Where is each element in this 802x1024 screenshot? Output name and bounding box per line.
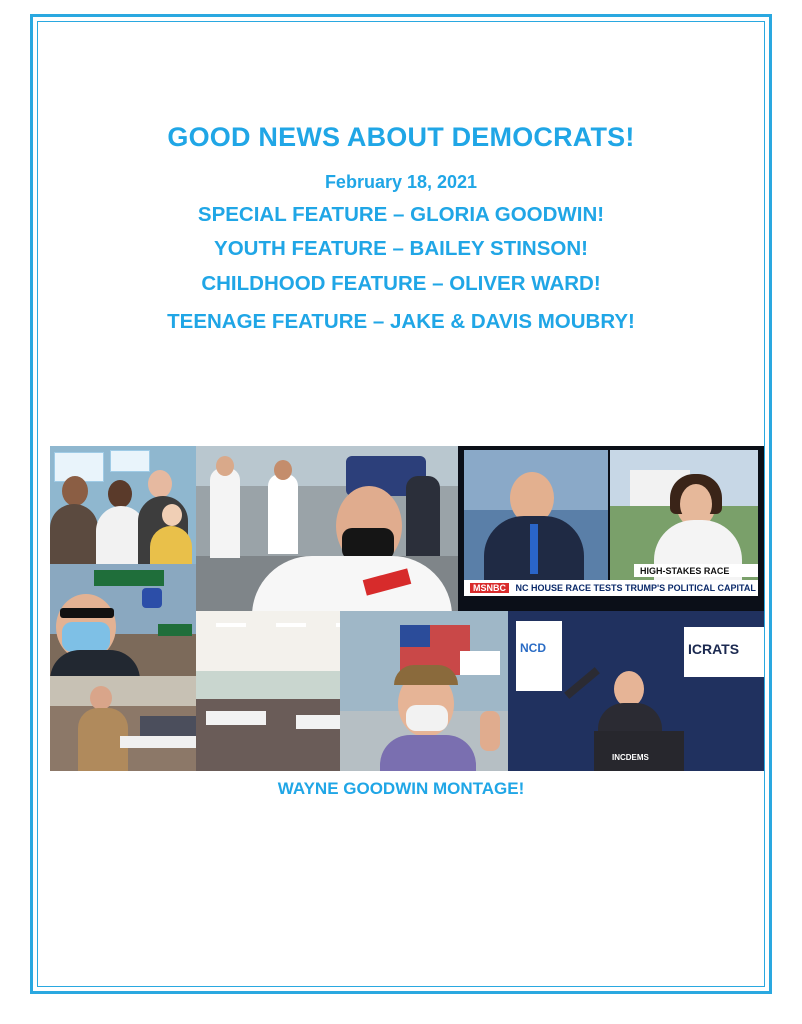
person	[268, 474, 298, 554]
feature-line-youth: YOUTH FEATURE – BAILEY STINSON!	[214, 237, 588, 260]
campaign-sign	[110, 450, 150, 472]
tv-banner-top: HIGH-STAKES RACE	[634, 564, 758, 577]
person	[210, 468, 240, 558]
person	[406, 476, 440, 556]
person	[90, 686, 112, 710]
table	[206, 711, 266, 725]
table	[120, 736, 196, 748]
issue-date: February 18, 2021	[324, 172, 478, 192]
photo-stage-speaker	[508, 611, 764, 771]
mural-sign	[460, 651, 500, 675]
podium-text: INCDEMS	[612, 753, 649, 762]
photo-tv-interview	[458, 446, 764, 611]
tv-right-panel	[610, 450, 758, 580]
crowd	[140, 716, 196, 736]
person	[274, 460, 292, 480]
person	[162, 504, 182, 526]
photo-mural-selfie	[340, 611, 508, 771]
speaker-head	[614, 671, 644, 707]
light	[216, 623, 246, 627]
tv-network-logo: MSNBC	[470, 583, 509, 593]
face-mask	[406, 705, 448, 731]
sunglasses	[60, 608, 114, 618]
person	[216, 456, 234, 476]
shirt	[380, 735, 476, 771]
feature-line-teenage: TEENAGE FEATURE – JAKE & DAVIS MOUBRY!	[167, 310, 635, 333]
tv-headline: NC HOUSE RACE TESTS TRUMP'S POLITICAL CAPITAL	[515, 583, 756, 593]
photo-audience-tables	[50, 676, 196, 771]
photo-highway-signs	[50, 564, 196, 676]
person	[62, 476, 88, 506]
tv-banner-bottom	[464, 580, 758, 596]
hat	[394, 665, 458, 685]
tie	[530, 524, 538, 574]
stage-banner-text: ICRATS	[688, 641, 740, 657]
person	[680, 484, 712, 524]
wall	[50, 676, 196, 706]
person	[50, 504, 98, 564]
face-mask	[62, 622, 110, 652]
stage-logo-panel	[516, 621, 562, 691]
stage-logo: NCD	[520, 641, 546, 655]
mural-flag	[400, 625, 430, 647]
tv-left-panel	[464, 450, 608, 580]
hand	[480, 711, 500, 751]
light	[276, 623, 306, 627]
podium	[594, 731, 684, 771]
feature-line-special: SPECIAL FEATURE – GLORIA GOODWIN!	[197, 203, 605, 226]
interstate-sign	[142, 588, 162, 608]
t-shirt	[252, 556, 452, 611]
photo-rally-selfie	[196, 446, 458, 611]
street-sign	[158, 624, 192, 636]
person	[148, 470, 172, 498]
montage-caption: WAYNE GOODWIN MONTAGE!	[277, 779, 525, 798]
page-title: GOOD NEWS ABOUT DEMOCRATS!	[167, 122, 635, 152]
person	[150, 526, 192, 564]
feature-line-childhood: CHILDHOOD FEATURE – OLIVER WARD!	[201, 272, 601, 295]
road-sign	[94, 570, 164, 586]
person	[108, 480, 132, 508]
photo-montage	[50, 446, 764, 771]
photo-group-supporters	[50, 446, 196, 564]
